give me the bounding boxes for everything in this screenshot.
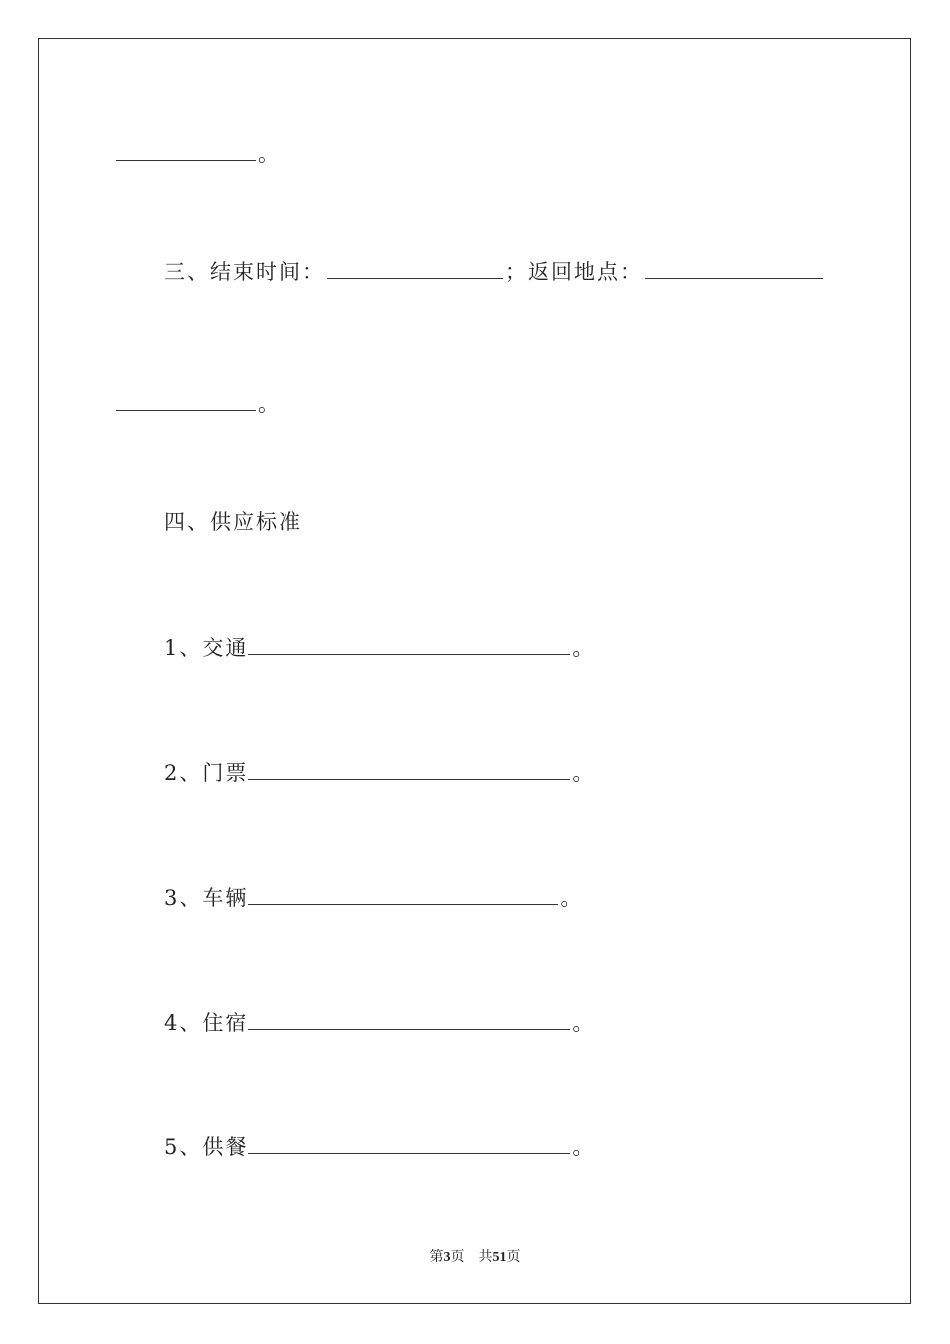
- page-number: 3: [443, 1250, 451, 1265]
- period: 。: [572, 636, 596, 660]
- section-4-title: 四、供应标准: [164, 510, 302, 534]
- item-label: 2、门票: [164, 761, 249, 785]
- item-vehicle: [164, 884, 583, 912]
- item-field[interactable]: [248, 1133, 570, 1154]
- item-field[interactable]: [248, 634, 570, 655]
- item-field[interactable]: [248, 1009, 570, 1030]
- item-meals: [164, 1133, 595, 1161]
- page-frame: [38, 38, 911, 1304]
- page-suffix: 页: [450, 1250, 465, 1265]
- period: 。: [572, 1011, 596, 1035]
- section-4-heading: [164, 508, 302, 536]
- period: 。: [560, 886, 584, 910]
- return-place-field[interactable]: [645, 258, 823, 279]
- page-prefix: 第: [429, 1250, 444, 1265]
- period: 。: [572, 1135, 596, 1159]
- return-place-label: ；返回地点：: [505, 260, 643, 284]
- item-lodging: [164, 1009, 595, 1037]
- item-field[interactable]: [248, 884, 558, 905]
- item-label: 5、供餐: [164, 1135, 249, 1159]
- end-time-line: [164, 258, 825, 286]
- item-field[interactable]: [248, 759, 570, 780]
- total-prefix: 共: [478, 1250, 493, 1265]
- end-time-label: 三、结束时间：: [164, 260, 325, 284]
- item-label: 4、住宿: [164, 1011, 249, 1035]
- continuation-line-2: [116, 390, 281, 418]
- item-label: 1、交通: [164, 636, 249, 660]
- blank-field[interactable]: [116, 140, 256, 161]
- period: 。: [258, 142, 281, 166]
- period: 。: [258, 392, 281, 416]
- item-transport: [164, 634, 595, 662]
- period: 。: [572, 761, 596, 785]
- continuation-line-1: [116, 140, 281, 168]
- total-pages: 51: [492, 1250, 507, 1265]
- return-place-field-cont[interactable]: [116, 390, 256, 411]
- item-label: 3、车辆: [164, 886, 249, 910]
- end-time-field[interactable]: [327, 258, 503, 279]
- page-footer: [0, 1246, 950, 1266]
- item-tickets: [164, 759, 595, 787]
- total-suffix: 页: [506, 1250, 521, 1265]
